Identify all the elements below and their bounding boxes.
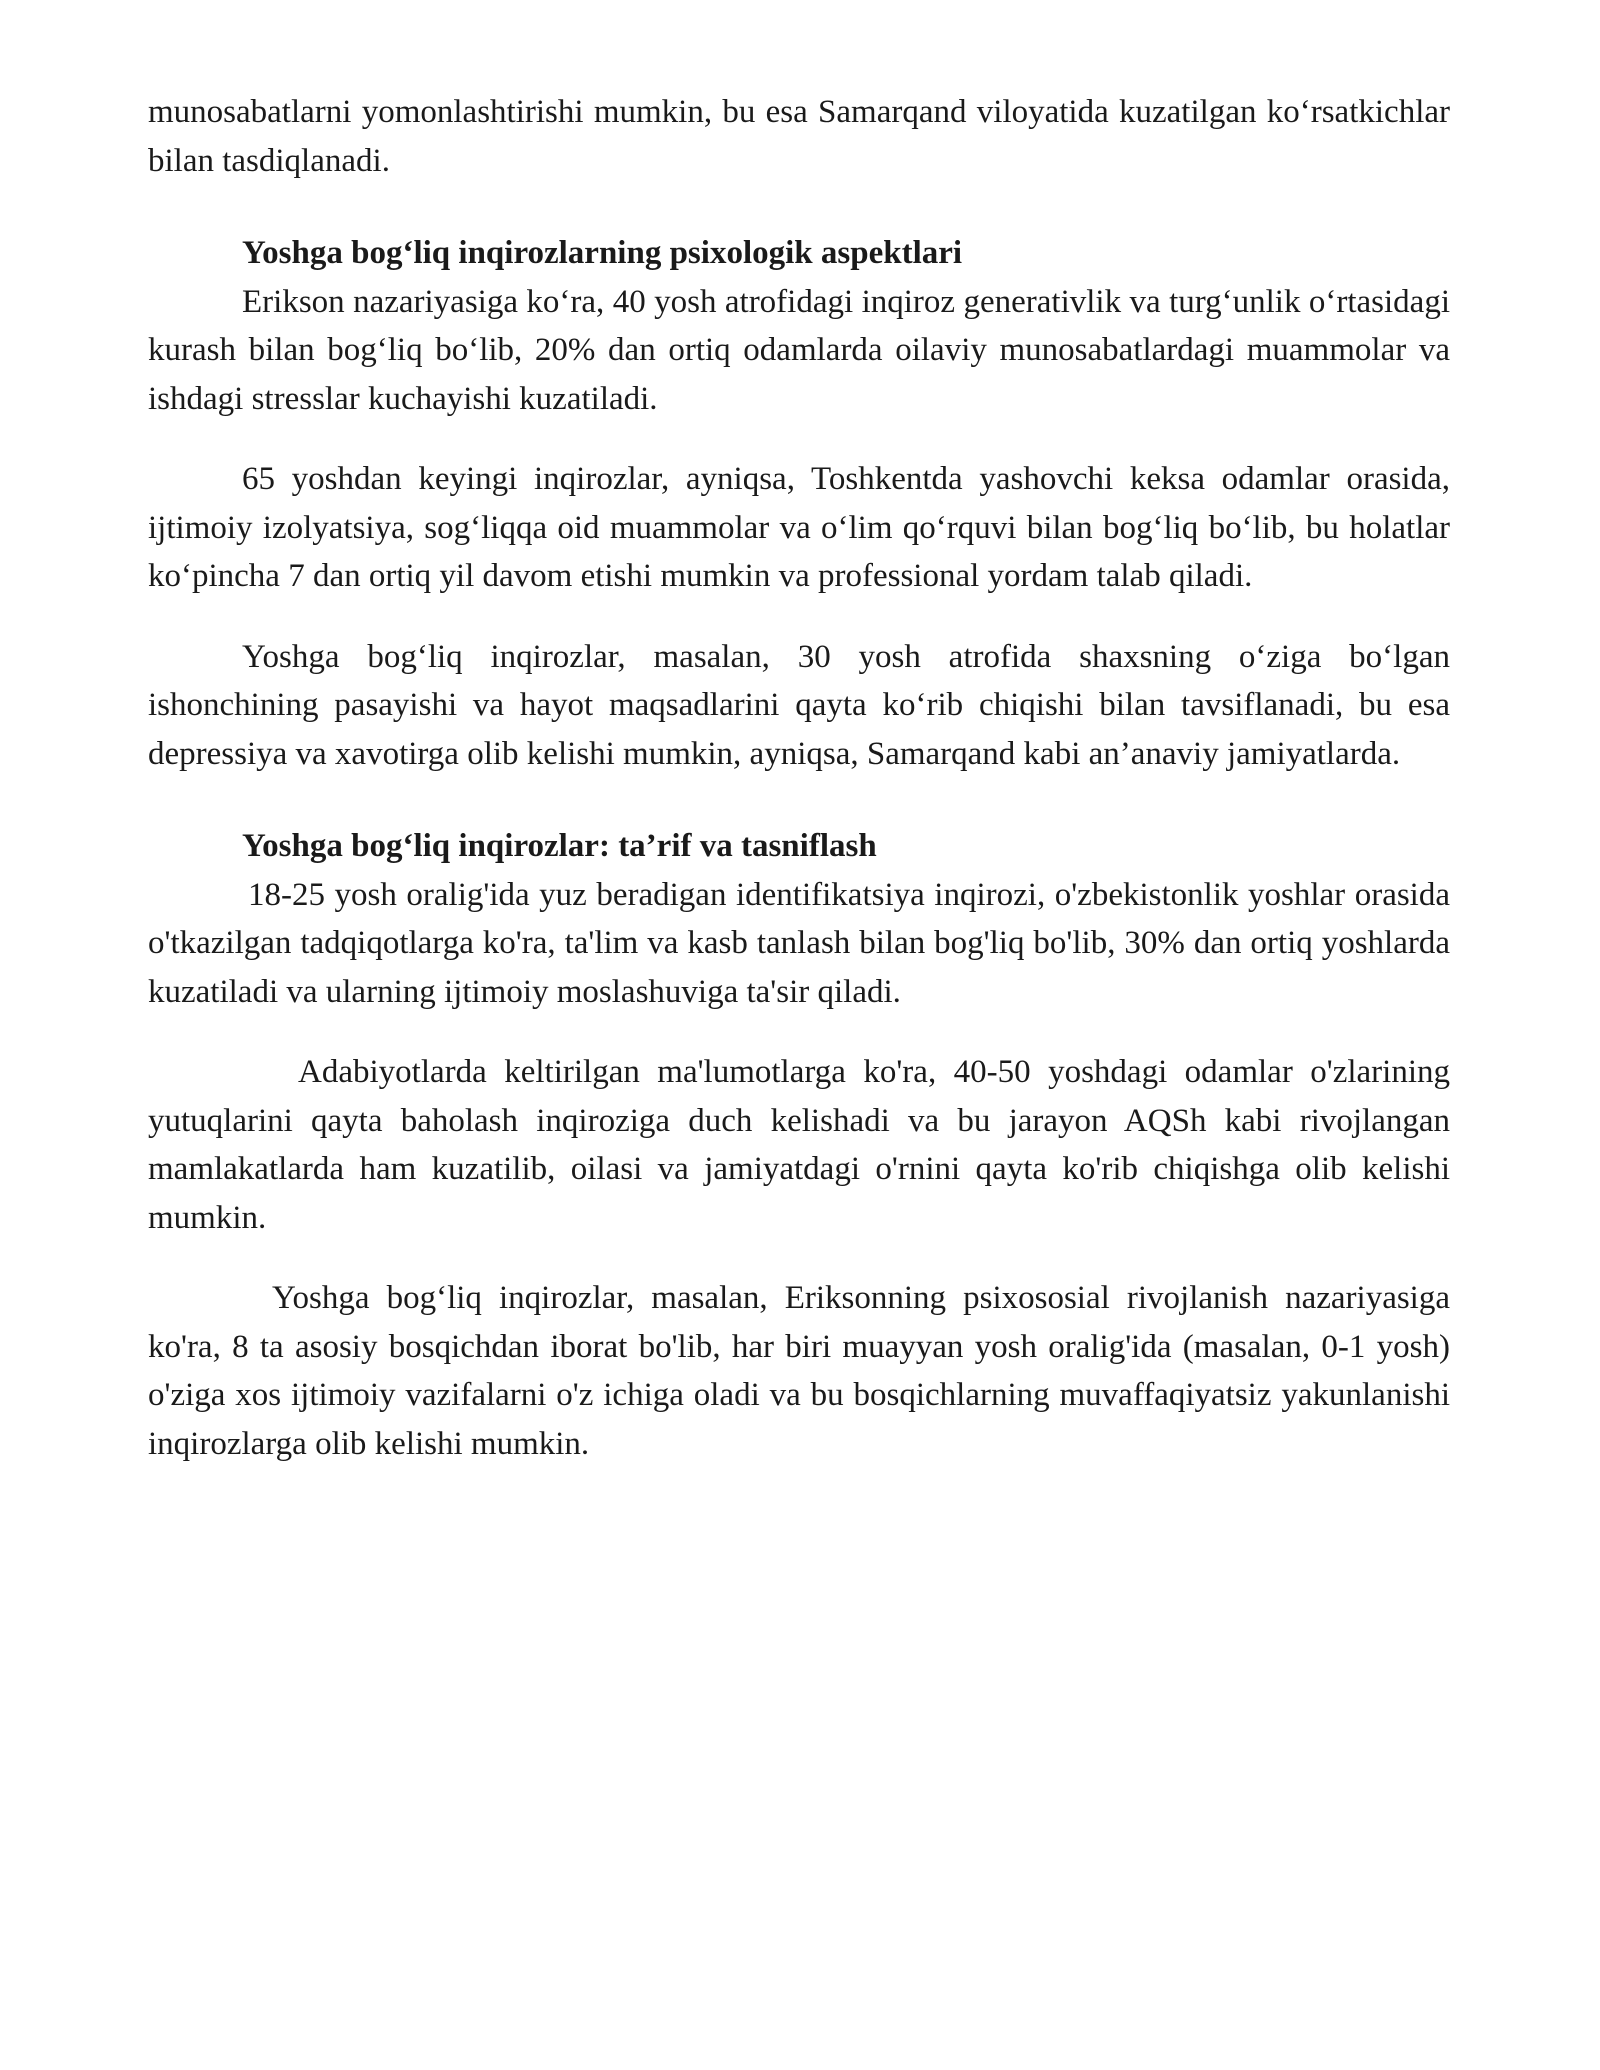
section-heading-definition-classification: Yoshga bog‘liq inqirozlar: ta’rif va tasniflash <box>242 828 877 864</box>
paragraph-30-years: Yoshga bog‘liq inqirozlar, masalan, 30 yosh atrofida shaxsning o‘ziga bo‘lgan ishonchining pasayishi va hayot maqsadlarini qayta ko‘rib chiqishi bilan tavsiflanadi, bu esa depressiya va xavotirga olib kelishi mumkin, ayniqsa, Samarqand kabi an’anaviy jamiyatlarda. <box>148 638 1450 772</box>
continuation-paragraph: munosabatlarni yomonlashtirishi mumkin, bu esa Samarqand viloyatida kuzatilgan ko‘rsatkichlar bilan tasdiqlanadi. <box>148 94 1450 179</box>
paragraph-erikson-stages: Yoshga bog‘liq inqirozlar, masalan, Eriksonning psixososial rivojlanish nazariyasiga ko'ra, 8 ta asosiy bosqichdan iborat bo'lib, har biri muayyan yosh oralig'ida (masalan, 0-1 yosh) o'ziga xos ijtimoiy vazifalarni o'z ichiga oladi va bu bosqichlarning muvaffaqiyatsiz yakunlanishi inqirozlarga olib kelishi mumkin. <box>148 1280 1450 1462</box>
paragraph-identity-crisis: 18-25 yosh oralig'ida yuz beradigan identifikatsiya inqirozi, o'zbekistonlik yoshlar orasida o'tkazilgan tadqiqotlarga ko'ra, ta'lim va kasb tanlash bilan bog'liq bo'lib, 30% dan ortiq yoshlarda kuzatiladi va ularning ijtimoiy moslashuviga ta'sir qiladi. <box>148 876 1450 1010</box>
document-body <box>148 88 1450 1468</box>
section-heading-psychological-aspects: Yoshga bog‘liq inqirozlarning psixologik aspektlari <box>242 235 963 271</box>
paragraph-65-years: 65 yoshdan keyingi inqirozlar, ayniqsa, Toshkentda yashovchi keksa odamlar orasida, ijtimoiy izolyatsiya, sog‘liqqa oid muammolar va o‘lim qo‘rquvi bilan bog‘liq bo‘lib, bu holatlar ko‘pincha 7 dan ortiq yil davom etishi mumkin va professional yordam talab qiladi. <box>148 461 1450 594</box>
paragraph-40-50-years: Adabiyotlarda keltirilgan ma'lumotlarga ko'ra, 40-50 yoshdagi odamlar o'zlarining yutuqlarini qayta baholash inqiroziga duch kelishadi va bu jarayon AQSh kabi rivojlangan mamlakatlarda ham kuzatilib, oilasi va jamiyatdagi o'rnini qayta ko'rib chiqishga olib kelishi mumkin. <box>148 1054 1450 1236</box>
paragraph-erikson-40: Erikson nazariyasiga ko‘ra, 40 yosh atrofidagi inqiroz generativlik va turg‘unlik o‘rtasidagi kurash bilan bog‘liq bo‘lib, 20% dan ortiq odamlarda oilaviy munosabatlardagi muammolar va ishdagi stresslar kuchayishi kuzatiladi. <box>148 283 1450 417</box>
